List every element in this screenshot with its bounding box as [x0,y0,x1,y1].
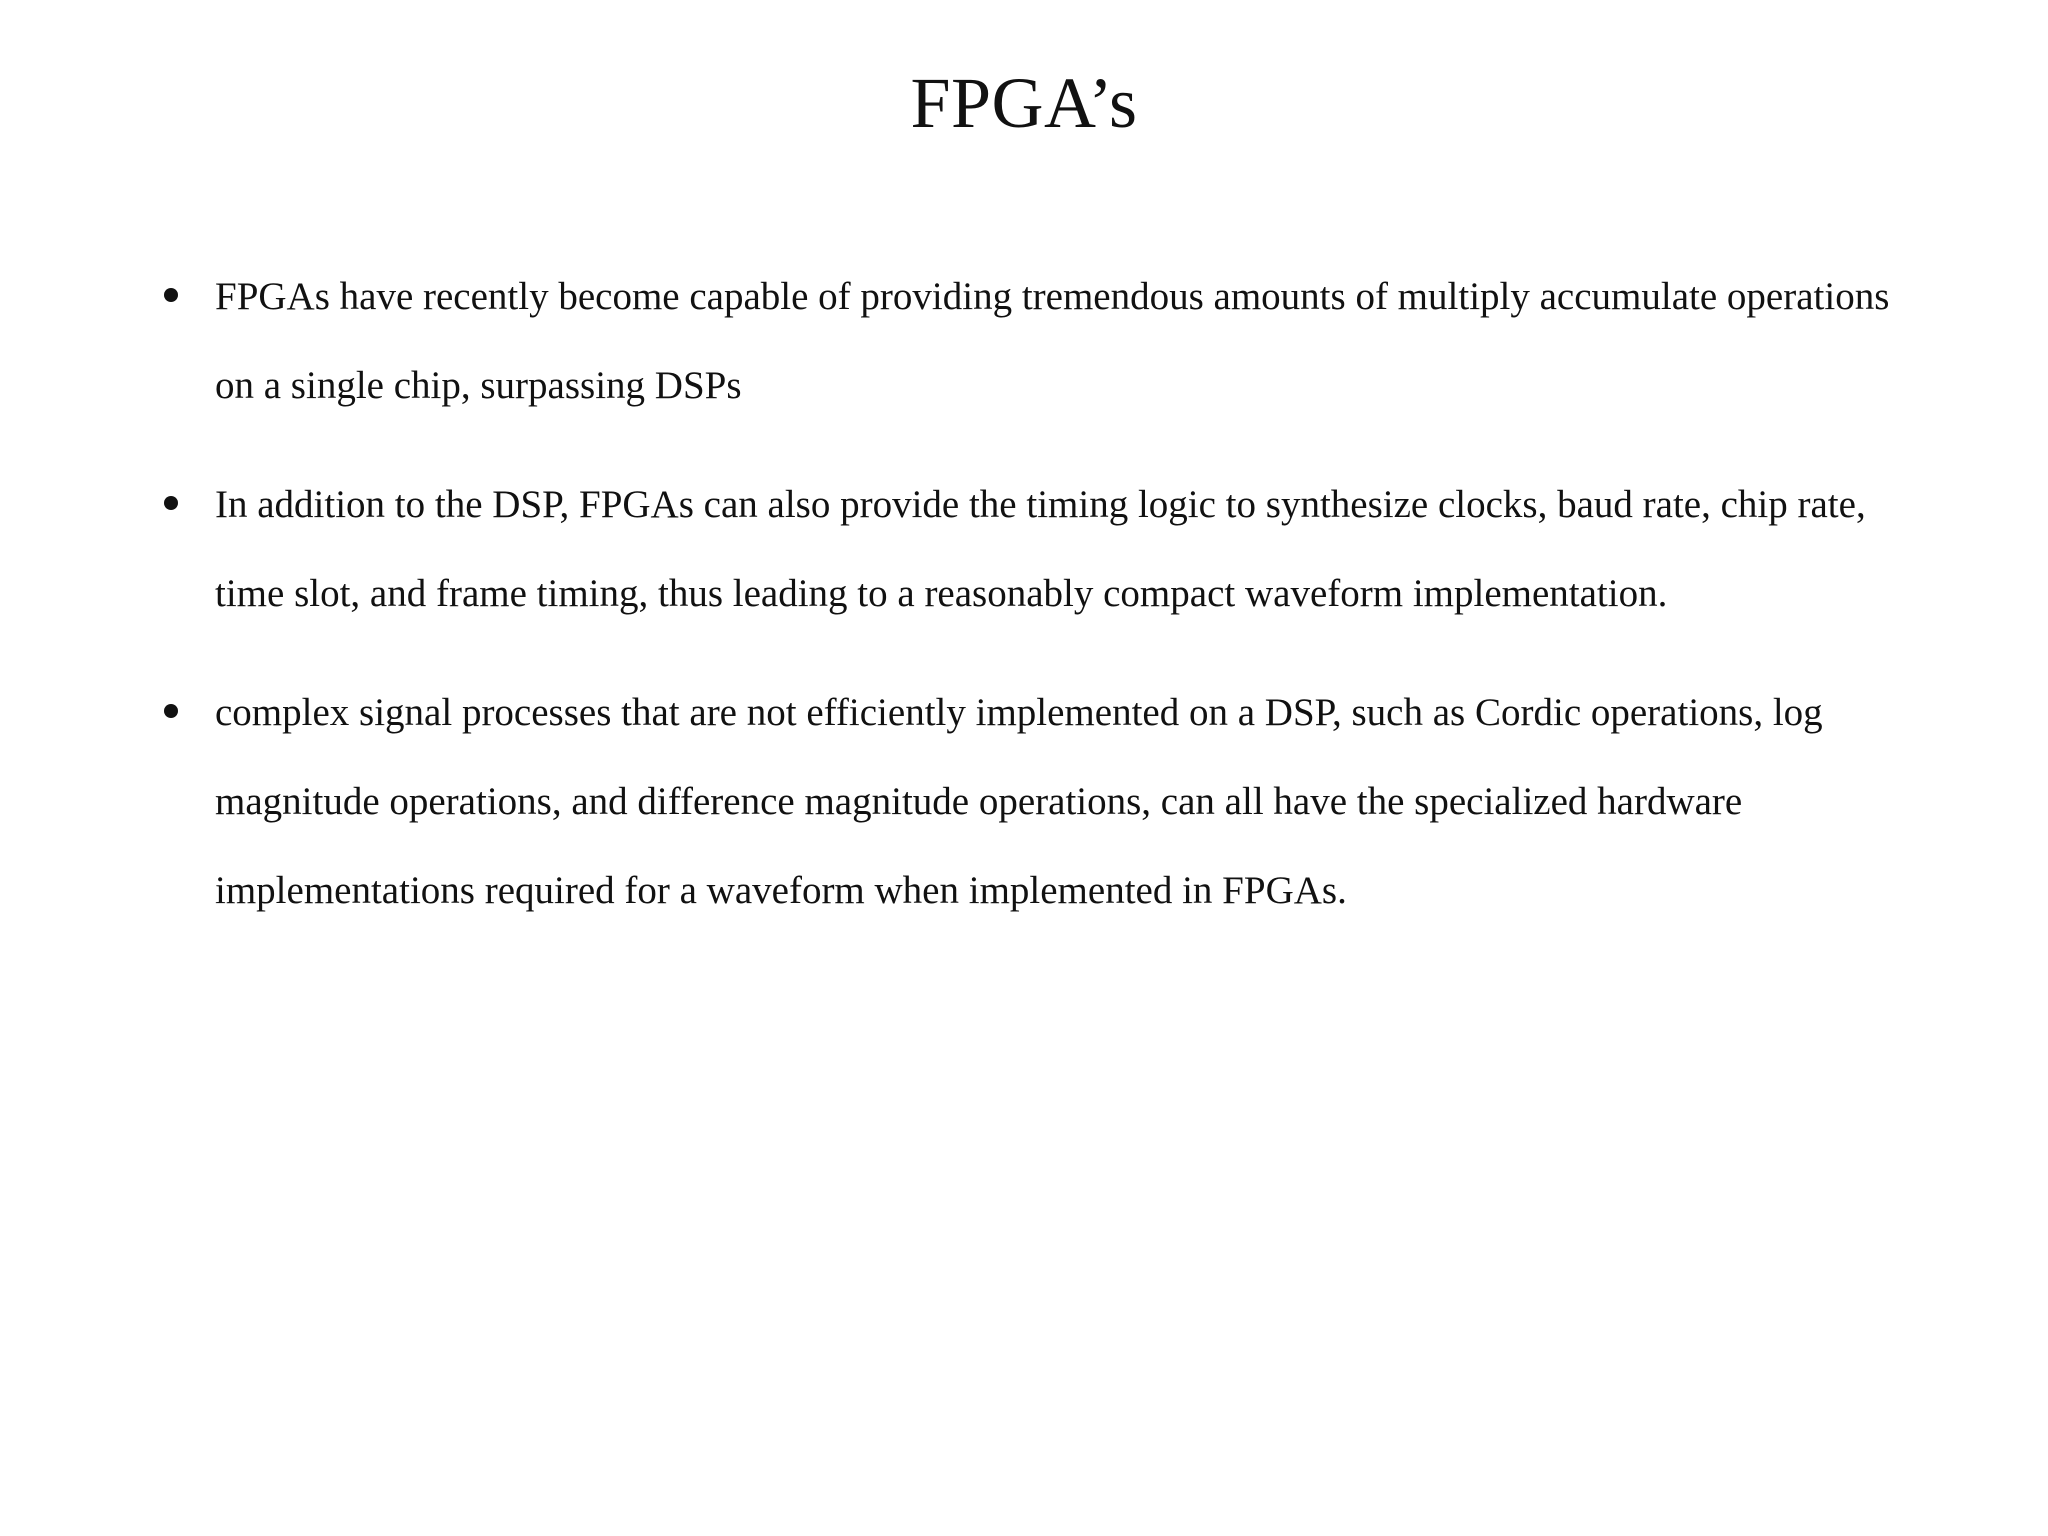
slide-title: FPGA’s [910,63,1138,143]
bullet-icon [164,704,178,718]
bullet-icon [164,496,178,510]
bullet-item [160,460,1900,638]
bullet-text: In addition to the DSP, FPGAs can also provide the timing logic to synthesize clocks, baud rate, chip rate, time slot, and frame timing, thus leading to a reasonably compact waveform implementation. [215,483,1866,615]
bullet-text: FPGAs have recently become capable of providing tremendous amounts of multiply accumulate operations on a single chip, surpassing DSPs [215,275,1890,407]
bullet-text: complex signal processes that are not efficiently implemented on a DSP, such as Cordic operations, log magnitude operations, and difference magnitude operations, can all have the specialized hardware implementations required for a waveform when implemented in FPGAs. [215,691,1823,912]
bullet-item [160,252,1900,430]
bullet-item [160,668,1900,935]
bullet-list [160,252,1900,965]
bullet-icon [164,288,178,302]
